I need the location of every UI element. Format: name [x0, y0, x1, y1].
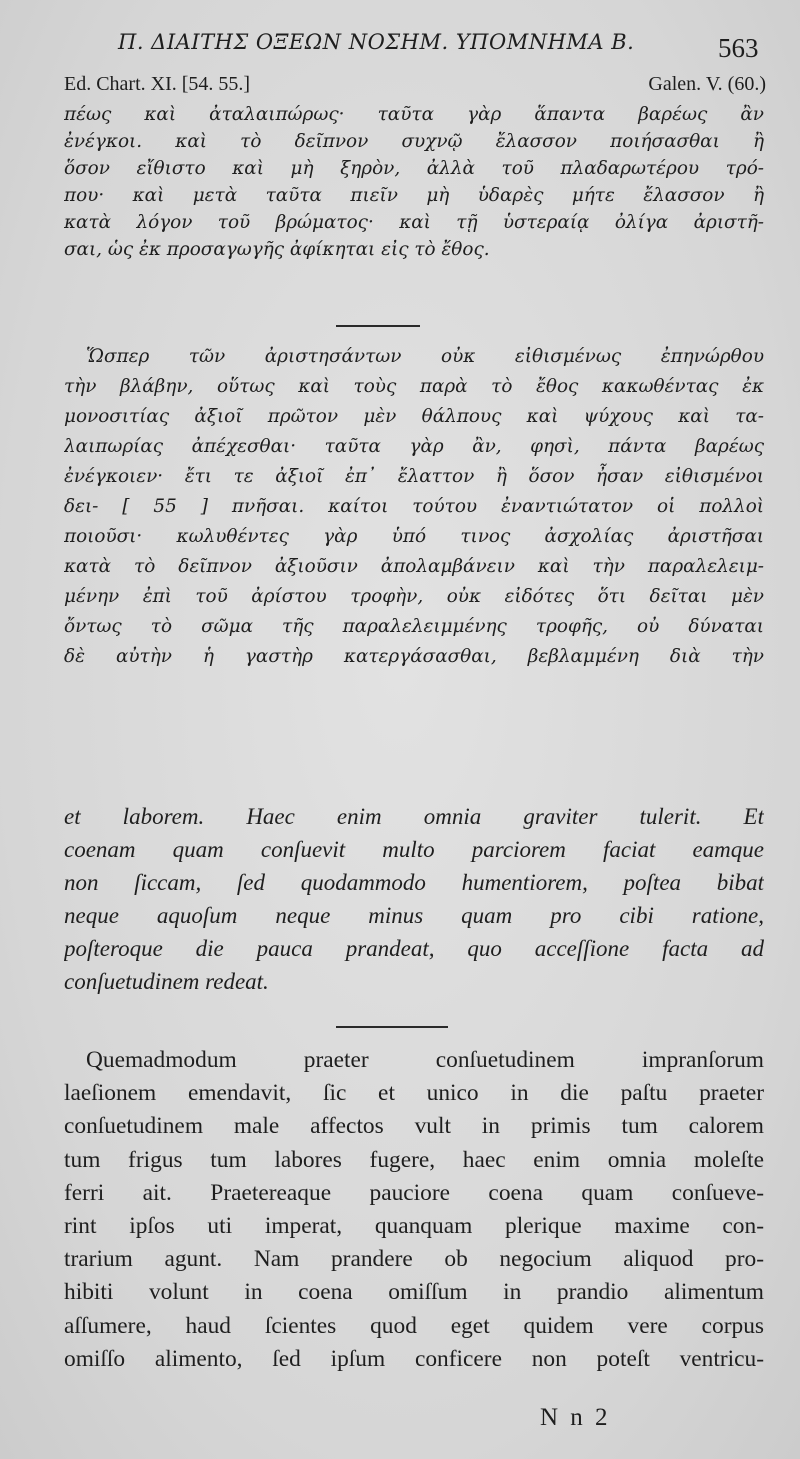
- text-line: conſuetudinem redeat.: [64, 969, 269, 994]
- text-line: coenam quam conſuevit multo parciorem faciat eamque: [64, 837, 764, 862]
- text-line: omiſſo alimento, ſed ipſum conficere non poteſt ventricu-: [64, 1345, 764, 1372]
- text-line: λαιπωρίας ἀπέχεσθαι· ταῦτα γὰρ ἂν, φησὶ, πάντα βαρέως: [64, 436, 764, 457]
- text-line: hibiti volunt in coena omiſſum in prandio alimentum: [64, 1279, 764, 1306]
- text-line: laeſionem emendavit, ſic et unico in die paſtu praeter: [64, 1080, 764, 1107]
- text-line: σαι, ὡς ἐκ προσαγωγῆς ἀφίκηται εἰς τὸ ἔθος.: [64, 239, 490, 260]
- text-line: ποιοῦσι· κωλυθέντες γὰρ ὑπό τινος ἀσχολίας ἀριστῆσαι: [64, 526, 764, 547]
- text-line: Quemadmodum praeter conſuetudinem impranſorum: [86, 1047, 764, 1073]
- latin-commentary-paragraph: [64, 1044, 764, 1376]
- latin-translation-paragraph-1: [64, 800, 764, 998]
- text-line: πέως καὶ ἀταλαιπώρως· ταῦτα γὰρ ἅπαντα βαρέως ἂν: [64, 104, 764, 125]
- text-line: τὴν βλάβην, οὕτως καὶ τοὺς παρὰ τὸ ἔθος κακωθέντας ἐκ: [64, 376, 764, 397]
- edition-reference-line: [64, 73, 766, 96]
- text-line: trarium agunt. Nam prandere ob negocium aliquod pro-: [64, 1246, 764, 1273]
- text-line: rint ipſos uti imperat, quanquam plerique maxime con-: [64, 1212, 764, 1239]
- text-line: μένην ἐπὶ τοῦ ἀρίστου τροφὴν, οὐκ εἰδότες ὅτι δεῖται μὲν: [64, 586, 764, 607]
- text-line: που· καὶ μετὰ ταῦτα πιεῖν μὴ ὑδαρὲς μήτε ἔλασσον ἢ: [64, 185, 764, 206]
- section-divider: [336, 325, 420, 327]
- text-line: neque aquoſum neque minus quam pro cibi ratione,: [64, 903, 764, 928]
- text-line: aſſumere, haud ſcientes quod eget quidem vere corpus: [64, 1312, 764, 1339]
- text-line: ὅσον εἴθιστο καὶ μὴ ξηρὸν, ἀλλὰ τοῦ πλαδαρωτέρου τρό-: [64, 158, 764, 179]
- page-number: 563: [718, 33, 759, 63]
- greek-paragraph-2: [64, 342, 764, 672]
- text-line: tum frigus tum labores fugere, haec enim omnia moleſte: [64, 1146, 764, 1173]
- text-line: et laborem. Haec enim omnia graviter tulerit. Et: [64, 804, 764, 829]
- edition-reference-left: Ed. Chart. XI. [54. 55.]: [64, 73, 251, 95]
- text-line: δὲ αὐτὴν ἡ γαστὴρ κατεργάσασθαι, βεβλαμμένη διὰ τὴν: [64, 646, 764, 667]
- text-line: ferri ait. Praetereaque pauciore coena quam conſueve-: [64, 1179, 764, 1206]
- edition-reference-right: Galen. V. (60.): [648, 73, 766, 95]
- text-line: κατὰ λόγον τοῦ βρώματος· καὶ τῇ ὑστεραίᾳ ὀλίγα ἀριστῆ-: [64, 212, 764, 233]
- section-divider: [336, 1026, 448, 1028]
- text-line: ἐνέγκοιεν· ἔτι τε ἀξιοῖ ἐπ᾽ ἔλαττον ἢ ὅσον ἦσαν εἰθισμένοι: [64, 466, 764, 487]
- running-title: Π. ΔΙΑΙΤΗΣ ΟΞΕΩΝ ΝΟΣΗΜ. ΥΠΟΜΝΗΜΑ Β.: [118, 30, 635, 54]
- text-line: ἐνέγκοι. καὶ τὸ δεῖπνον συχνῷ ἔλασσον ποιήσασθαι ἢ: [64, 131, 764, 152]
- signature-mark: N n 2: [540, 1404, 611, 1431]
- text-line: conſuetudinem male affectos vult in primis tum calorem: [64, 1113, 764, 1140]
- text-line: Ὥσπερ τῶν ἀριστησάντων οὐκ εἰθισμένως ἐπηνώρθου: [86, 346, 764, 367]
- text-line: poſteroque die pauca prandeat, quo acceſſione facta ad: [64, 936, 764, 961]
- text-line: δει- [ 55 ] πνῆσαι. καίτοι τούτου ἐναντιώτατον οἱ πολλοὶ: [64, 496, 764, 517]
- greek-paragraph-1: [64, 101, 764, 263]
- text-line: μονοσιτίας ἀξιοῖ πρῶτον μὲν θάλπους καὶ ψύχους καὶ τα-: [64, 406, 764, 427]
- text-line: non ſiccam, ſed quodammodo humentiorem, poſtea bibat: [64, 870, 764, 895]
- text-line: ὄντως τὸ σῶμα τῆς παραλελειμμένης τροφῆς, οὐ δύναται: [64, 616, 764, 637]
- text-line: κατὰ τὸ δεῖπνον ἀξιοῦσιν ἀπολαμβάνειν καὶ τὴν παραλελειμ-: [64, 556, 764, 577]
